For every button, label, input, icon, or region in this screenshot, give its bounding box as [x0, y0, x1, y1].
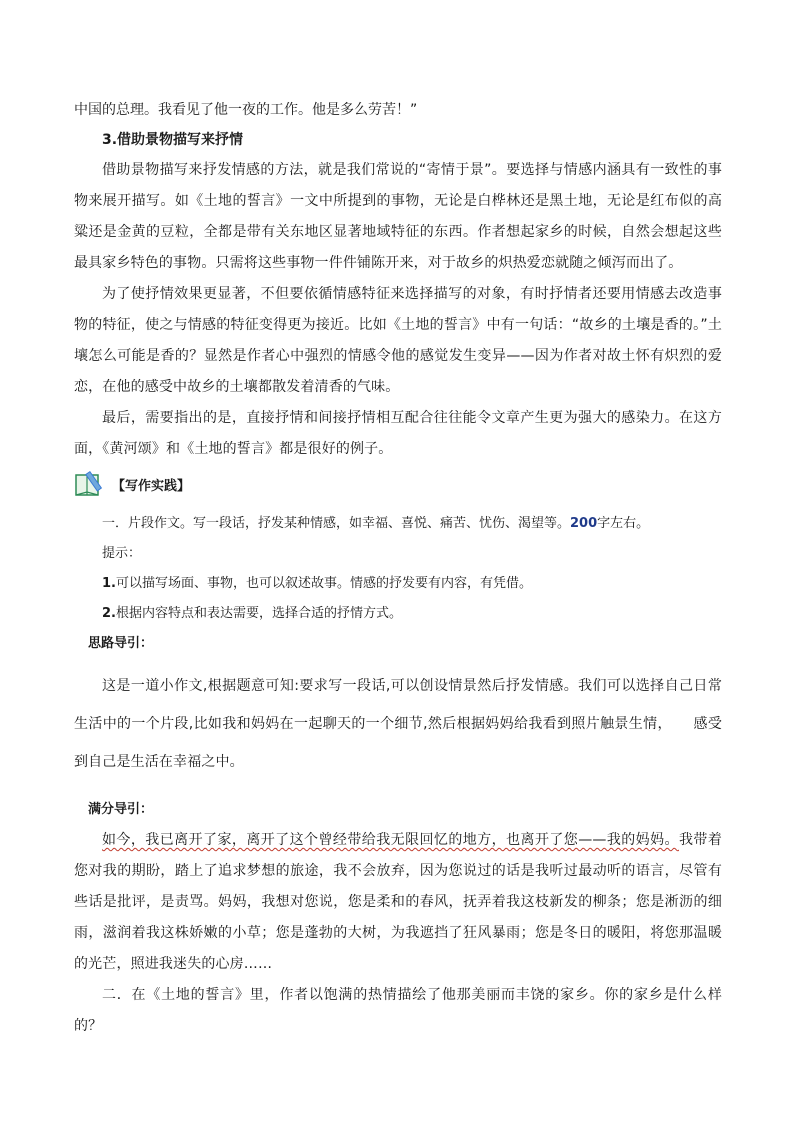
heading-3: 3.借助景物描写来抒情 — [102, 132, 244, 148]
full-score-rest: 我带着您对我的期盼，踏上了追求梦想的旅途，我不会放弃，因为您说过的话是我听过最动听的语言，尽管有些话是批评，是责骂。妈妈，我想对您说，您是柔和的春风，抚弄着我这枝新发的柳条；您是淅沥的细雨，滋润着我这株娇嫩的小草；您是蓬勃的大树，为我遮挡了狂风暴雨；您是冬日的暖阳，将您那温暖的光芒，照进我迷失的心房…… — [74, 832, 722, 972]
question-2: 二．在《土地的誓言》里，作者以饱满的热情描绘了他那美丽而丰饶的家乡。你的家乡是什么样的？ — [74, 987, 722, 1034]
practice-section-header — [74, 469, 722, 509]
hint-1 — [74, 569, 722, 599]
paragraph-1: 借助景物描写来抒发情感的方法，就是我们常说的“寄情于景”。要选择与情感内涵具有一致性的事物来展开描写。如《土地的誓言》一文中所提到的事物，无论是白桦林还是黑土地，无论是红布似的高粱还是金黄的豆粒，全都是带有关东地区显著地域特征的东西。作者想起家乡的时候，自然会想起这些最具家乡特色的事物。只需将这些事物一件件铺陈开来，对于故乡的炽热爱恋就随之倾泻而出了。 — [74, 162, 722, 271]
guide-text: 这是一道小作文,根据题意可知:要求写一段话,可以创设情景然后抒发情感。我们可以选择自己日常生活中的一个片段,比如我和妈妈在一起聊天的一个细节,然后根据妈妈给我看到照片触景生情， 感受到自己是生活在幸福之中。 — [74, 678, 722, 770]
hint-1-text: 可以描写场面、事物，也可以叙述故事。情感的抒发要有内容，有凭借。 — [115, 576, 532, 591]
paragraph-3: 最后，需要指出的是，直接抒情和间接抒情相互配合往往能令文章产生更为强大的感染力。在这方面，《黄河颂》和《土地的誓言》都是很好的例子。 — [74, 410, 722, 457]
wavy-underlined-text: 如今，我已离开了家，离开了这个曾经带给我无限回忆的地方，也离开了您——我的妈妈。 — [102, 832, 679, 848]
question-1 — [74, 509, 722, 539]
hint-2 — [74, 599, 722, 629]
paragraph-2: 为了使抒情效果更显著，不但要依循情感特征来选择描写的对象，有时抒情者还要用情感去改造事物的特征，使之与情感的特征变得更为接近。比如《土地的誓言》中有一句话：“故乡的土壤是香的。”土壤怎么可能是香的？显然是作者心中强烈的情感令他的感觉发生变异——因为作者对故土怀有炽烈的爱恋，在他的感受中故乡的土壤都散发着清香的气味。 — [74, 286, 722, 395]
hint-label: 提示： — [102, 546, 142, 561]
hint-1-number: 1. — [102, 576, 116, 591]
q1-count: 200 — [570, 516, 598, 531]
hint-2-text: 根据内容特点和表达需要，选择合适的抒情方式。 — [115, 606, 402, 621]
practice-title: 【写作实践】 — [112, 479, 191, 494]
guide-label: 思路导引： — [88, 636, 154, 651]
text-line: 中国的总理。我看见了他一夜的工作。他是多么劳苦！” — [74, 102, 418, 118]
full-score-label: 满分导引： — [88, 802, 154, 817]
full-score-text — [74, 825, 722, 980]
book-pen-icon — [74, 469, 104, 499]
document-page — [74, 95, 722, 1042]
q1-suffix: 字左右。 — [597, 516, 650, 531]
q1-prefix: 一．片段作文。写一段话，抒发某种情感，如幸福、喜悦、痛苦、忧伤、渴望等。 — [102, 516, 571, 531]
hint-2-number: 2. — [102, 606, 116, 621]
